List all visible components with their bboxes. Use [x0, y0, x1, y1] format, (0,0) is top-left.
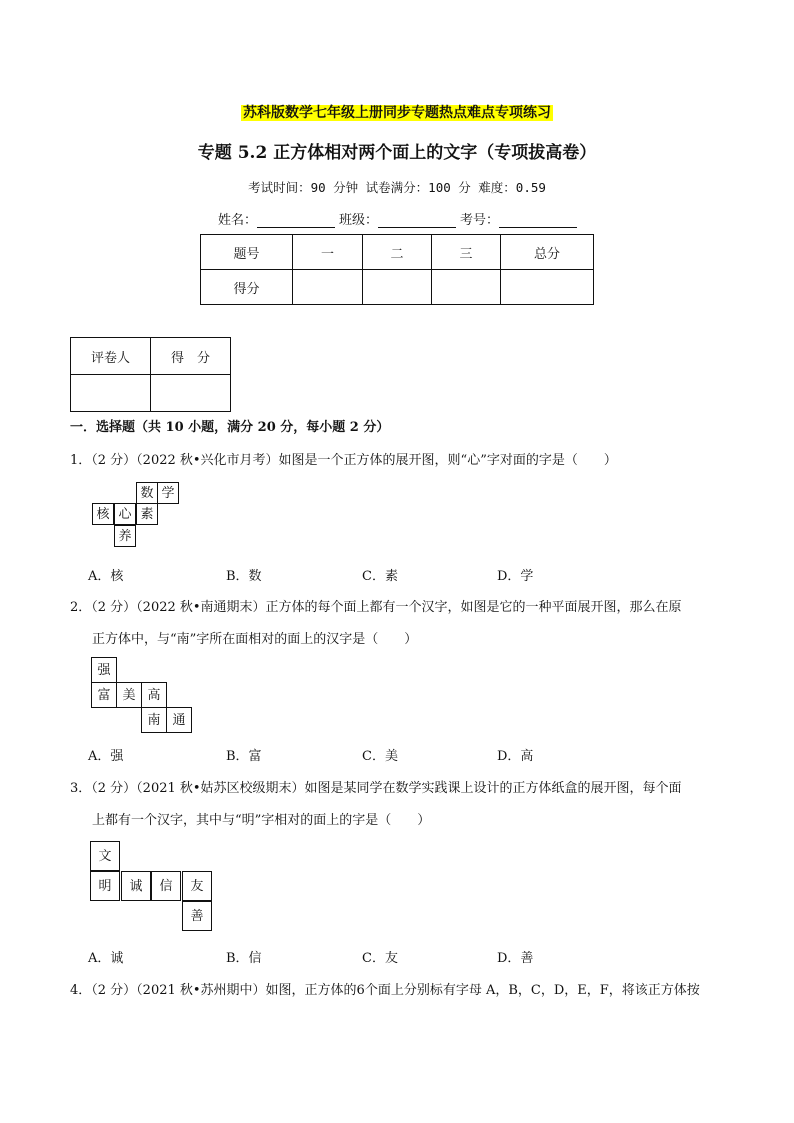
net-face: 富: [91, 682, 117, 708]
net-face: 善: [182, 901, 212, 931]
net-face: 明: [90, 871, 120, 901]
page-title: 专题 5.2 正方体相对两个面上的文字（专项拔高卷）: [197, 143, 597, 163]
net-face: 核: [92, 503, 114, 525]
net-face: 美: [116, 682, 142, 708]
score-header-cell: 三: [432, 235, 501, 270]
score-table: [200, 234, 594, 305]
question-3-option-b[interactable]: B．信: [226, 951, 262, 966]
document-header: 苏科版数学七年级上册同步专题热点难点专项练习: [243, 105, 551, 121]
net-face: 信: [151, 871, 181, 901]
question-1-option-d[interactable]: D．学: [497, 569, 534, 584]
reviewer-cell[interactable]: [71, 375, 151, 412]
grader-score-label: 得 分: [151, 338, 231, 375]
score-header-cell: 二: [363, 235, 432, 270]
name-blank[interactable]: [257, 213, 335, 228]
score-header-cell: 一: [293, 235, 363, 270]
question-3-option-d[interactable]: D．善: [497, 951, 534, 966]
score-cell[interactable]: [432, 270, 501, 305]
class-label: 班级：: [339, 213, 379, 228]
question-2-option-a[interactable]: A．强: [88, 749, 124, 764]
question-1-option-b[interactable]: B．数: [226, 569, 262, 584]
question-3-option-c[interactable]: C．友: [362, 951, 398, 966]
net-face: 高: [141, 682, 167, 708]
net-face: 养: [114, 525, 136, 547]
net-face: 素: [136, 503, 158, 525]
score-row-label: 得分: [201, 270, 293, 305]
net-face: 心: [114, 503, 136, 525]
score-header-row: [201, 235, 594, 270]
question-2-option-b[interactable]: B．富: [226, 749, 262, 764]
score-cell[interactable]: [363, 270, 432, 305]
grader-score-cell[interactable]: [151, 375, 231, 412]
exam-meta: 考试时间：90 分钟 试卷满分：100 分 难度：0.59: [248, 180, 546, 195]
name-label: 姓名：: [218, 213, 258, 228]
student-fields: [218, 209, 581, 228]
question-2-option-d[interactable]: D．高: [497, 749, 534, 764]
score-cell[interactable]: [501, 270, 594, 305]
question-3-text-cont: 上都有一个汉字，其中与“明”字相对的面上的字是（ ）: [92, 813, 431, 828]
class-blank[interactable]: [378, 213, 456, 228]
net-face: 南: [141, 707, 167, 733]
net-face: 学: [157, 482, 179, 504]
question-3-option-a[interactable]: A．诚: [88, 951, 124, 966]
grader-table: [70, 337, 231, 412]
question-4-text: 4．（2 分）（2021 秋•苏州期中）如图，正方体的6个面上分别标有字母 A，B，C，D，E，F，将该正方体按: [70, 983, 700, 998]
exam-no-blank[interactable]: [499, 213, 577, 228]
net-face: 文: [90, 841, 120, 871]
net-face: 友: [182, 871, 212, 901]
section-heading: 一．选择题（共 10 小题，满分 20 分，每小题 2 分）: [70, 420, 390, 435]
question-2-text-cont: 正方体中，与“南”字所在面相对的面上的汉字是（ ）: [92, 632, 418, 647]
net-face: 数: [136, 482, 158, 504]
question-2-text: 2．（2 分）（2022 秋•南通期末）正方体的每个面上都有一个汉字，如图是它的一种平面展开图，那么在原: [70, 600, 682, 615]
net-face: 通: [166, 707, 192, 733]
reviewer-label: 评卷人: [71, 338, 151, 375]
score-cell[interactable]: [293, 270, 363, 305]
question-3-text: 3．（2 分）（2021 秋•姑苏区校级期末）如图是某同学在数学实践课上设计的正方体纸盒的展开图，每个面: [70, 781, 682, 796]
score-value-row: [201, 270, 594, 305]
score-header-cell: 题号: [201, 235, 293, 270]
question-1-text: 1．（2 分）（2022 秋•兴化市月考）如图是一个正方体的展开图，则“心”字对面的字是（ ）: [70, 453, 617, 468]
question-1-option-c[interactable]: C．素: [362, 569, 398, 584]
question-1-option-a[interactable]: A．核: [88, 569, 124, 584]
exam-no-label: 考号：: [460, 213, 500, 228]
question-2-option-c[interactable]: C．美: [362, 749, 398, 764]
net-face: 强: [91, 657, 117, 683]
score-header-cell: 总分: [501, 235, 594, 270]
net-face: 诚: [121, 871, 151, 901]
